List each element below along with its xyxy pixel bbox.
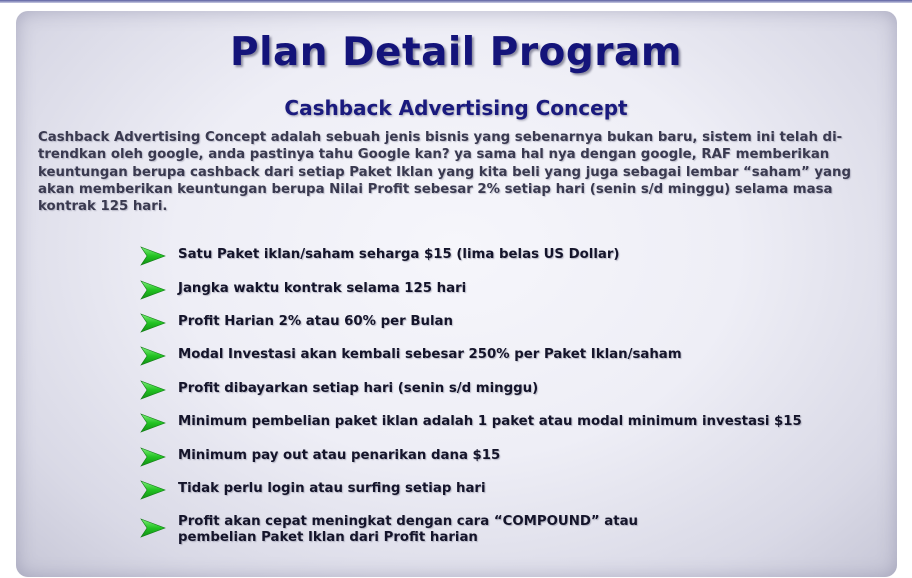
list-item-text: Profit akan cepat meningkat dengan cara “COMPOUND” atau pembelian Paket Iklan dari Profit harian <box>178 514 639 545</box>
intro-paragraph: Cashback Advertising Concept adalah sebuah jenis bisnis yang sebenarnya bukan baru, sistem ini telah di-trendkan oleh google, anda pastinya tahu Google kan? ya sama hal nya dengan google, RAF memberikan keuntungan berupa cashback dari setiap Paket Iklan yang kita beli yang juga sebagai lembar “saham” yang akan memberikan keuntungan berupa Nilai Profit sebesar 2% setiap hari (senin s/d minggu) selama masa kontrak 125 hari. <box>38 130 851 215</box>
list-item-text: Satu Paket iklan/saham seharga $15 (lima belas US Dollar) <box>178 247 620 262</box>
list-item <box>138 244 878 278</box>
list-item-text: Minimum pembelian paket iklan adalah 1 paket atau modal minimum investasi $15 <box>178 414 802 429</box>
green-arrow-icon <box>138 445 168 469</box>
page-title: Plan Detail Program <box>230 30 682 75</box>
list-item-text: Modal Investasi akan kembali sebesar 250% per Paket Iklan/saham <box>178 347 682 362</box>
feature-list <box>138 244 878 551</box>
list-item <box>138 378 878 411</box>
list-item <box>138 411 878 445</box>
list-item <box>138 445 878 478</box>
green-arrow-icon <box>138 516 168 540</box>
list-item-text: Profit dibayarkan setiap hari (senin s/d minggu) <box>178 381 539 396</box>
green-arrow-icon <box>138 344 168 368</box>
list-item <box>138 311 878 344</box>
list-item <box>138 511 878 551</box>
green-arrow-icon <box>138 478 168 502</box>
list-item <box>138 478 878 511</box>
green-arrow-icon <box>138 311 168 335</box>
list-item-text: Profit Harian 2% atau 60% per Bulan <box>178 314 453 329</box>
list-item <box>138 278 878 311</box>
list-item <box>138 344 878 378</box>
green-arrow-icon <box>138 411 168 435</box>
list-item-text: Tidak perlu login atau surfing setiap hari <box>178 481 486 496</box>
page-subtitle: Cashback Advertising Concept <box>284 96 628 120</box>
green-arrow-icon <box>138 378 168 402</box>
green-arrow-icon <box>138 244 168 268</box>
list-item-text: Jangka waktu kontrak selama 125 hari <box>178 281 467 296</box>
green-arrow-icon <box>138 278 168 302</box>
list-item-text: Minimum pay out atau penarikan dana $15 <box>178 448 501 463</box>
top-divider <box>0 0 912 3</box>
